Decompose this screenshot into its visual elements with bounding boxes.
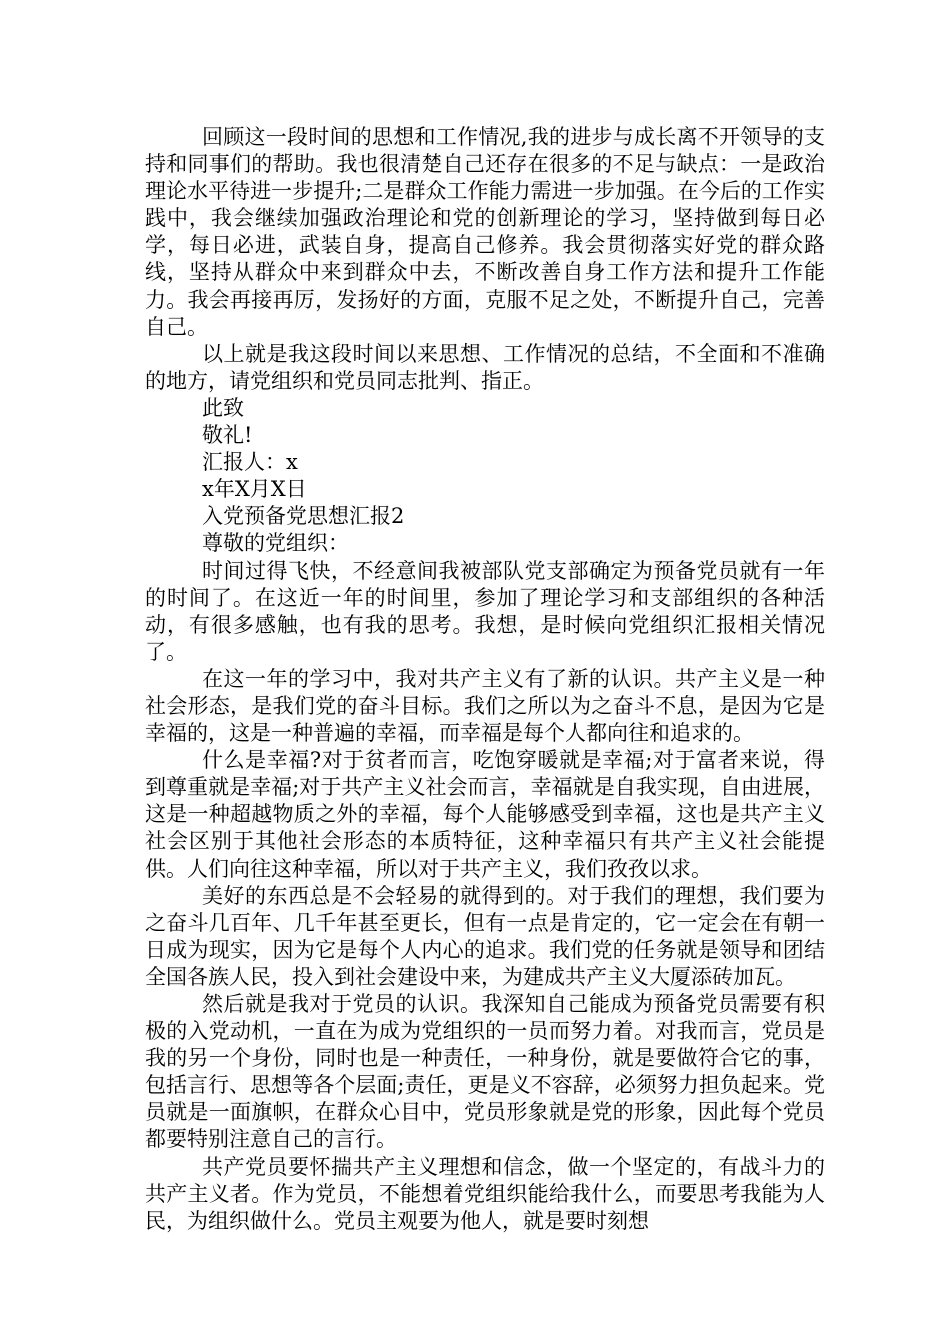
paragraph-summary: 以上就是我这段时间以来思想、工作情况的总结，不全面和不准确的地方，请党组织和党员同志批判、指正。 xyxy=(145,341,825,393)
reporter-line: 汇报人：x xyxy=(202,450,298,475)
paragraph-ideals: 美好的东西总是不会轻易的就得到的。对于我们的理想，我们要为之奋斗几百年、几千年甚至更长，但有一点是肯定的，它一定会在有朝一日成为现实，因为它是每个人内心的追求。我们党的任务就是领导和团结全国各族人民，投入到社会建设中来，为建成共产主义大厦添砖加瓦。 xyxy=(145,883,825,989)
closing-salutation: 此致 xyxy=(202,395,244,420)
closing-regards: 敬礼! xyxy=(202,423,253,448)
paragraph-communism: 在这一年的学习中，我对共产主义有了新的认识。共产主义是一种社会形态，是我们党的奋斗目标。我们之所以为之奋斗不息，是因为它是幸福的，这是一种普遍的幸福，而幸福是每个人都向往和追求的。 xyxy=(145,666,825,746)
section-title: 入党预备党思想汇报2 xyxy=(202,504,405,529)
greeting-line: 尊敬的党组织： xyxy=(202,531,349,556)
paragraph-happiness: 什么是幸福?对于贫者而言，吃饱穿暖就是幸福;对于富者来说，得到尊重就是幸福;对于共产主义社会而言，幸福就是自我实现，自由进展，这是一种超越物质之外的幸福，每个人能够感受到幸福，这也是共产主义社会区别于其他社会形态的本质特征，这种幸福只有共产主义社会能提供。人们向往这种幸福，所以对于共产主义，我们孜孜以求。 xyxy=(145,748,825,881)
document-body xyxy=(145,124,825,1235)
paragraph-review: 回顾这一段时间的思想和工作情况,我的进步与成长离不开领导的支持和同事们的帮助。我也很清楚自己还存在很多的不足与缺点：一是政治理论水平待进一步提升;二是群众工作能力需进一步加强。在今后的工作实践中，我会继续加强政治理论和党的创新理论的学习，坚持做到每日必学，每日必进，武装自身，提高自己修养。我会贯彻落实好党的群众路线，坚持从群众中来到群众中去，不断改善自身工作方法和提升工作能力。我会再接再厉，发扬好的方面，克服不足之处，不断提升自己，完善自己。 xyxy=(145,125,825,339)
paragraph-intro: 时间过得飞快，不经意间我被部队党支部确定为预备党员就有一年的时间了。在这近一年的时间里，参加了理论学习和支部组织的各种活动，有很多感触，也有我的思考。我想，是时候向党组织汇报相关情况了。 xyxy=(145,558,825,664)
paragraph-beliefs: 共产党员要怀揣共产主义理想和信念，做一个坚定的，有战斗力的共产主义者。作为党员，不能想着党组织能给我什么，而要思考我能为人民，为组织做什么。党员主观要为他人，就是要时刻想 xyxy=(145,1154,825,1233)
paragraph-party-member: 然后就是我对于党员的认识。我深知自己能成为预备党员需要有积极的入党动机，一直在为成为党组织的一员而努力着。对我而言，党员是我的另一个身份，同时也是一种责任，一种身份，就是要做符合它的事，包括言行、思想等各个层面;责任，更是义不容辞，必须努力担负起来。党员就是一面旗帜，在群众心目中，党员形象就是党的形象，因此每个党员都要特别注意自己的言行。 xyxy=(145,992,825,1152)
date-line: x年X月X日 xyxy=(202,477,307,502)
